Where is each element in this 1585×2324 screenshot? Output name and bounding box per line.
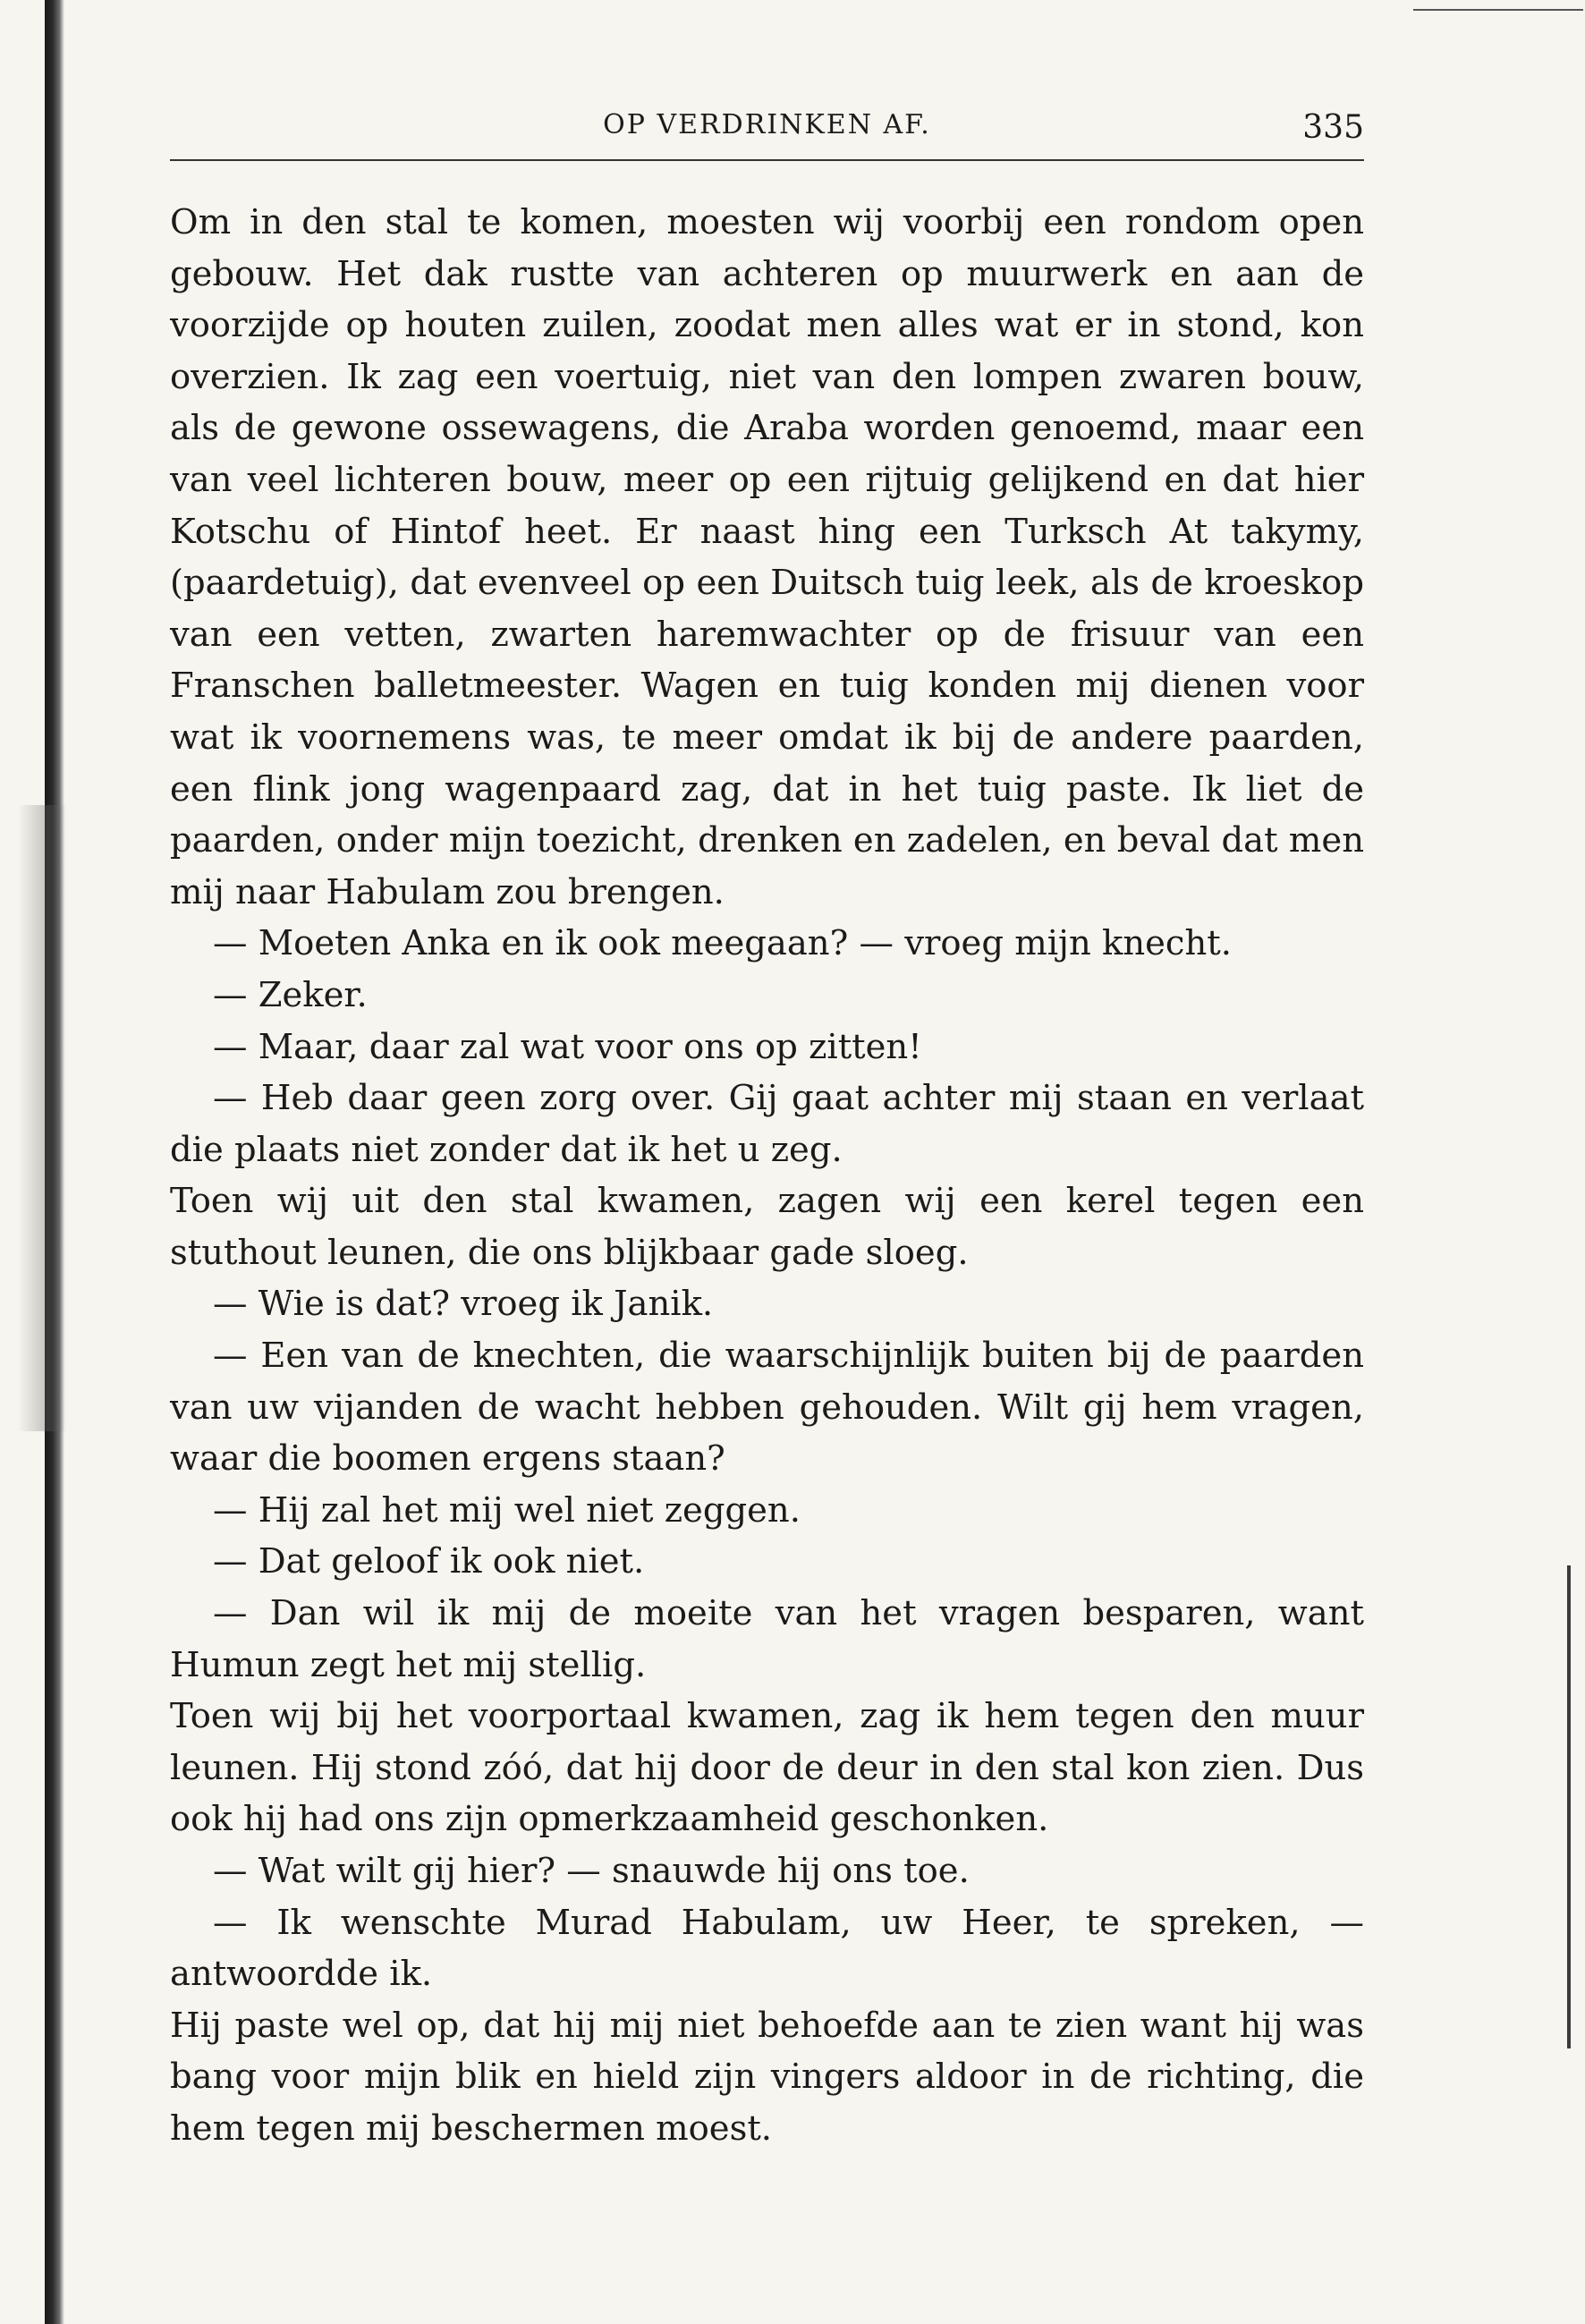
dialogue-line: — Wie is dat? vroeg ik Janik. bbox=[213, 1284, 714, 1325]
paragraph: Om in den stal te komen, moesten wij voorbij een rondom open gebouw. Het dak rustte van achteren op muurwerk en aan de voorzijde op houten zuilen, zoodat men alles wat er in stond, kon overzien. Ik zag een voertuig, niet van den lompen zwaren bouw, als de gewone ossewagens, die Araba worden genoemd, maar een van veel lichteren bouw, meer op een rijtuig gelijkend en dat hier Kotschu of Hintof heet. Er naast hing een Turksch At takymy, (paardetuig), dat evenveel op een Duitsch tuig leek, als de kroeskop van een vetten, zwarten haremwachter op de frisuur van een Franschen balletmeester. Wagen en tuig konden mij dienen voor wat ik voornemens was, te meer omdat ik bij de andere paarden, een flink jong wagenpaard zag, dat in het tuig paste. Ik liet de paarden, onder mijn toezicht, drenken en zadelen, en beval dat men mij naar Habulam zou brengen. bbox=[170, 202, 1364, 912]
dialogue-line: — Een van de knechten, die waarschijnlijk buiten bij de paarden van uw vijanden de wacht hebben gehouden. Wilt gij hem vragen, waar die boomen ergens staan? bbox=[170, 1336, 1364, 1480]
dialogue-line: — Wat wilt gij hier? — snauwde hij ons toe. bbox=[213, 1851, 970, 1891]
body-text bbox=[170, 197, 1364, 2155]
scan-edge-mark bbox=[1567, 1565, 1571, 2048]
dialogue-line: — Dat geloof ik ook niet. bbox=[213, 1541, 645, 1582]
running-title: OP VERDRINKEN AF. bbox=[603, 109, 931, 140]
paragraph: Hij paste wel op, dat hij mij niet behoefde aan te zien want hij was bang voor mijn blik en hield zijn vingers aldoor in de richting, die hem tegen mij beschermen moest. bbox=[170, 2005, 1364, 2149]
scan-edge-line bbox=[1413, 9, 1583, 11]
page-number: 335 bbox=[1302, 109, 1364, 146]
dialogue-line: — Zeker. bbox=[213, 974, 368, 1015]
dialogue-line: — Moeten Anka en ik ook meegaan? — vroeg mijn knecht. bbox=[213, 923, 1232, 964]
dialogue-line: — Dan wil ik mij de moeite van het vragen besparen, want Humun zegt het mij stellig. bbox=[170, 1593, 1364, 1685]
header-rule bbox=[170, 159, 1364, 161]
paragraph: Toen wij uit den stal kwamen, zagen wij een kerel tegen een stuthout leunen, die ons blijkbaar gade sloeg. bbox=[170, 1181, 1364, 1273]
dialogue-line: — Heb daar geen zorg over. Gij gaat achter mij staan en verlaat die plaats niet zonder dat ik het u zeg. bbox=[170, 1078, 1364, 1170]
dialogue-line: — Hij zal het mij wel niet zeggen. bbox=[213, 1489, 801, 1531]
paragraph: Toen wij bij het voorportaal kwamen, zag ik hem tegen den muur leunen. Hij stond zóó, dat hij door de deur in den stal kon zien. Dus ook hij had ons zijn opmerkzaamheid geschonken. bbox=[170, 1696, 1364, 1840]
binding-shadow-soft bbox=[18, 805, 67, 1431]
dialogue-line: — Maar, daar zal wat voor ons op zitten! bbox=[213, 1026, 922, 1067]
dialogue-line: — Ik wenschte Murad Habulam, uw Heer, te spreken, — antwoordde ik. bbox=[170, 1902, 1364, 1995]
running-head bbox=[170, 109, 1364, 154]
